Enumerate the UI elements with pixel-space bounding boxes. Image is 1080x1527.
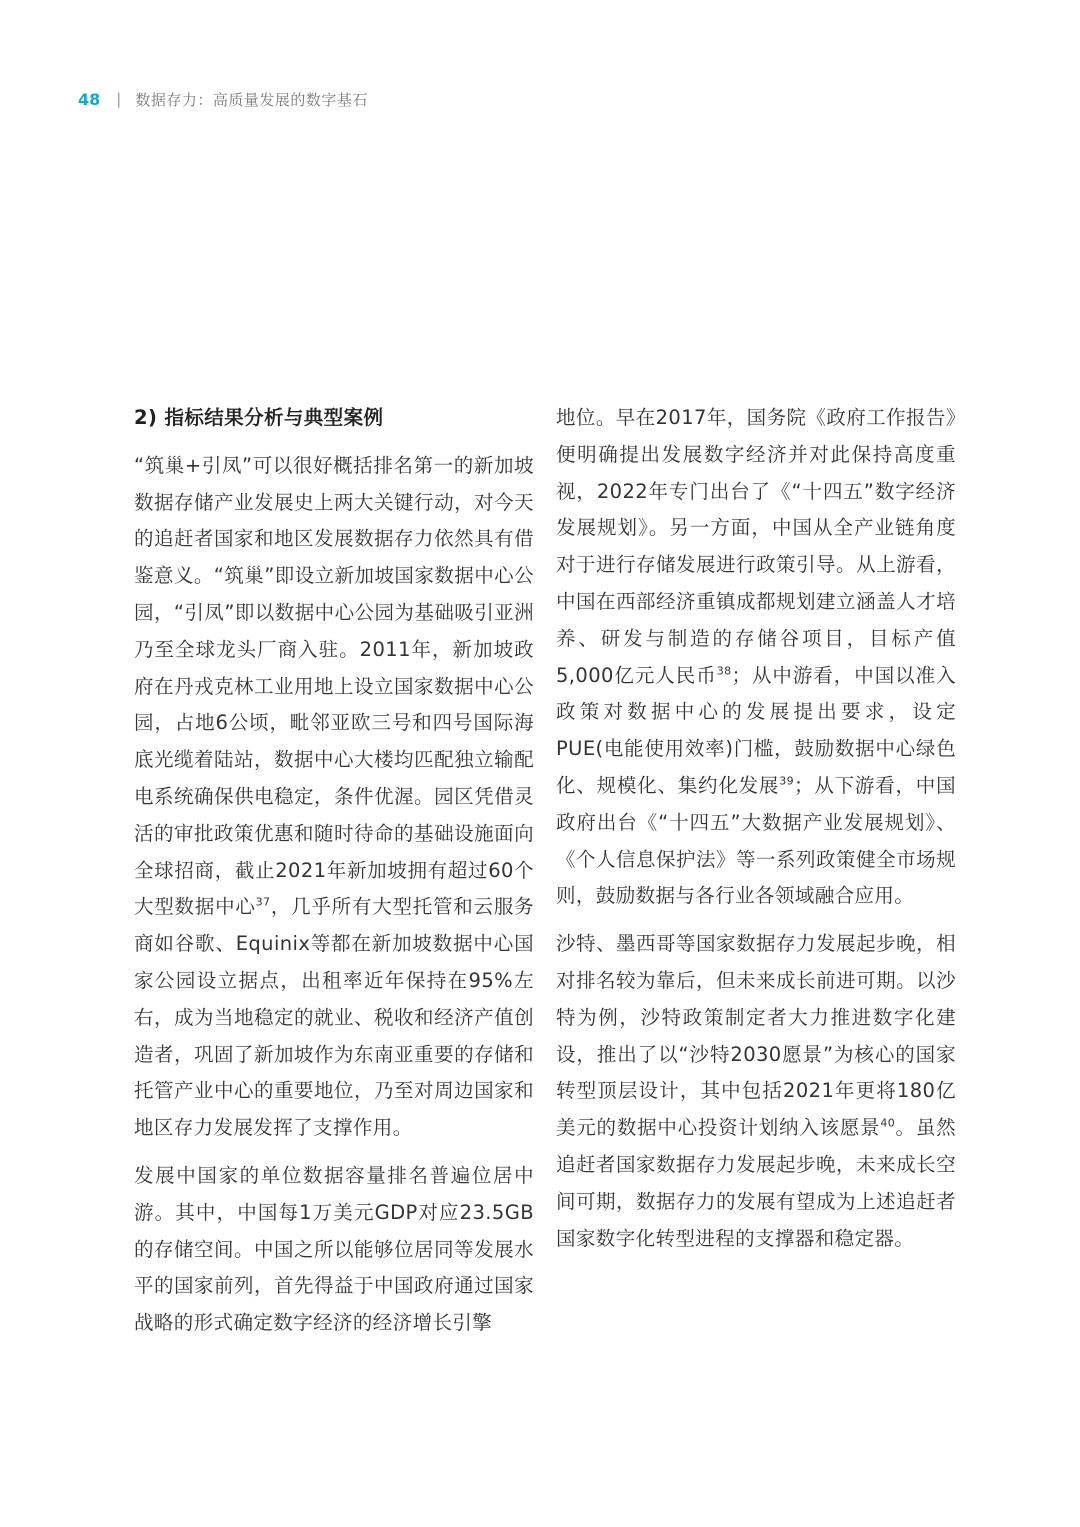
footnote-ref-40[interactable]: 40 [880,1116,896,1130]
footnote-ref-38[interactable]: 38 [716,664,732,678]
page-header [78,88,368,110]
text-run: “筑巢+引凤”可以很好概括排名第一的新加坡数据存储产业发展史上两大关键行动，对今天的追赶者国家和地区发展数据存力依然具有借鉴意义。“筑巢”即设立新加坡国家数据中心公园，“引凤”即以数据中心公园为基础吸引亚洲乃至全球龙头厂商入驻。2011年，新加坡政府在丹戎克林工业用地上设立国家数据中心公园，占地6公顷，毗邻亚欧三号和四号国际海底光缆着陆站，数据中心大楼均匹配独立输配电系统确保供电稳定，条件优渥。园区凭借灵活的审批政策优惠和随时待命的基础设施面向全球招商，截止2021年新加坡拥有超过60个大型数据中心 [134,453,534,919]
section-heading: 2) 指标结果分析与典型案例 [134,406,384,429]
footnote-ref-39[interactable]: 39 [779,774,795,788]
page-number: 48 [78,89,101,109]
text-run: 地位。早在2017年，国务院《政府工作报告》便明确提出发展数字经济并对此保持高度重视，2022年专门出台了《“十四五”数字经济发展规划》。另一方面，中国从全产业链角度对于进行存储发展进行政策引导。从上游看，中国在西部经济重镇成都规划建立涵盖人才培养、研发与制造的存储谷项目，目标产值5,000亿元人民币 [556,406,956,687]
left-column [134,400,534,1342]
text-run: 。虽然追赶者国家数据存力发展起步晚，未来成长空间可期，数据存力的发展有望成为上述追赶者国家数字化转型进程的支撑器和稳定器。 [556,1116,957,1250]
text-run: ；从中游看，中国以准入政策对数据中心的发展提出要求，设定PUE(电能使用效率)门槛，鼓励数据中心绿色化、规模化、集约化发展 [556,663,956,797]
running-title: 数据存力：高质量发展的数字基石 [135,90,368,109]
header-separator: | [116,90,122,108]
right-column [556,400,956,1257]
text-run: ，几乎所有大型托管和云服务商如谷歌、Equinix等都在新加坡数据中心国家公园设立据点，出租率近年保持在95%左右，成为当地稳定的就业、税收和经济产值创造者，巩固了新加坡作为东南亚重要的存储和托管产业中心的重要地位，乃至对周边国家和地区存力发展发挥了支撑作用。 [134,895,534,1140]
paragraph-developing-countries: 发展中国家的单位数据容量排名普遍位居中游。其中，中国每1万美元GDP对应23.5GB的存储空间。中国之所以能够位居同等发展水平的国家前列，首先得益于中国政府通过国家战略的形式确定数字经济的经济增长引擎 [134,1163,534,1335]
paragraph-singapore [134,448,534,1147]
paragraph-saudi-mexico [556,926,956,1257]
paragraph-china-policy [556,400,956,915]
footnote-ref-37[interactable]: 37 [255,895,271,909]
text-run: ；从下游看，中国政府出台《“十四五”大数据产业发展规划》、《个人信息保护法》等一系列政策健全市场规则，鼓励数据与各行业各领域融合应用。 [556,773,956,908]
text-run: 沙特、墨西哥等国家数据存力发展起步晚，相对排名较为靠后，但未来成长前进可期。以沙特为例，沙特政策制定者大力推进数字化建设，推出了以“沙特2030愿景”为核心的国家转型顶层设计，其中包括2021年更将180亿美元的数据中心投资计划纳入该愿景 [556,932,956,1140]
